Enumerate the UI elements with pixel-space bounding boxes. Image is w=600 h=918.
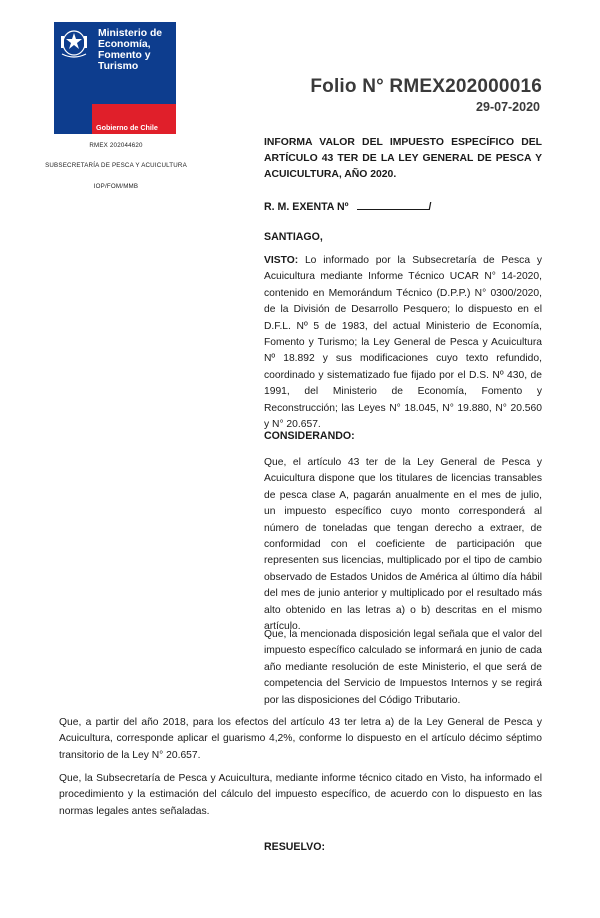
considerando-paragraph-4: Que, la Subsecretaría de Pesca y Acuicultura, mediante informe técnico citado en Visto, ha informado el procedimiento y la estimación del cálculo del impuesto específico, de acuerdo con lo dispuesto en las normas legales antes señaladas. xyxy=(59,773,542,817)
ministry-logo xyxy=(54,22,176,134)
author-initials: IOP/FOM/MMB xyxy=(93,183,139,190)
exenta-label: R. M. EXENTA Nº xyxy=(264,201,349,213)
document-code: RMEX 202044620 xyxy=(89,142,143,149)
issuing-unit: SUBSECRETARÍA DE PESCA Y ACUICULTURA xyxy=(45,162,187,169)
folio-number: Folio N° RMEX202000016 xyxy=(310,76,542,97)
visto-paragraph xyxy=(264,253,542,433)
ministry-line: Turismo xyxy=(98,61,139,72)
ministry-name xyxy=(98,28,162,72)
visto-label: VISTO: xyxy=(264,255,299,266)
folio-date: 29-07-2020 xyxy=(476,100,540,114)
exenta-line xyxy=(264,199,431,213)
santiago-heading: SANTIAGO, xyxy=(264,231,323,243)
ministry-line: Economía, xyxy=(98,39,151,50)
document-title: INFORMA VALOR DEL IMPUESTO ESPECÍFICO DEL ARTÍCULO 43 TER DE LA LEY GENERAL DE PESCA Y ACUICULTURA, AÑO 2020. xyxy=(264,137,542,180)
considerando-paragraph-1: Que, el artículo 43 ter de la Ley General de Pesca y Acuicultura dispone que los titulares de licencias transables de pesca clase A, pagarán anualmente en el mes de julio, un impuesto específico cuyo monto corresponderá al número de toneladas que tengan derecho a extraer, de conformidad con el coeficiente de participación que representen sus licencias, multiplicado por el tipo de cambio observado de Estados Unidos de América al último día hábil del mes de junio anterior y multiplicado por el resultado más alto obtenido en las letras a) o b) descritas en el mismo artículo. xyxy=(264,457,542,633)
exenta-blank xyxy=(357,199,429,210)
exenta-suffix: / xyxy=(428,201,432,213)
considerando-heading: CONSIDERANDO: xyxy=(264,430,355,442)
logo-blue-panel xyxy=(54,22,176,104)
visto-text: Lo informado por la Subsecretaría de Pesca y Acuicultura mediante Informe Técnico UCAR N° 14-2020, contenido en Memorándum Técnico (D.P.P.) N° 0300/2020, de la División de Desarrollo Pesquero; lo dispuesto en el D.F.L. Nº 5 de 1983, del actual Ministerio de Economía, Fomento y Turismo; la Ley General de Pesca y Acuicultura Nº 18.892 y sus modificaciones cuyo texto refundido, coordinado y sistematizado fue fijado por el D.S. Nº 430, de 1991, del Ministerio de Economía, Fomento y Reconstrucción; las Leyes N° 18.045, N° 19.880, N° 20.560 y N° 20.657. xyxy=(264,255,542,431)
resuelvo-heading: RESUELVO: xyxy=(264,841,326,853)
considerando-paragraph-3: Que, a partir del año 2018, para los efectos del artículo 43 ter letra a) de la Ley General de Pesca y Acuicultura, corresponde aplicar el guarismo 4,2%, conforme lo dispuesto en el artículo décimo séptimo transitorio de la Ley N° 20.657. xyxy=(59,717,542,761)
flag-blue xyxy=(54,104,92,134)
considerando-paragraph-2: Que, la mencionada disposición legal señala que el valor del impuesto específico calculado se informará en junio de cada año mediante resolución de este Ministerio, el que será de competencia del Servicio de Impuestos Internos y se regirá por las disposiciones del Código Tributario. xyxy=(264,629,542,706)
ministry-line: Fomento y xyxy=(98,50,151,61)
coat-of-arms-icon xyxy=(59,26,89,60)
ministry-line: Ministerio de xyxy=(98,28,163,39)
gobierno-label: Gobierno de Chile xyxy=(96,123,158,132)
